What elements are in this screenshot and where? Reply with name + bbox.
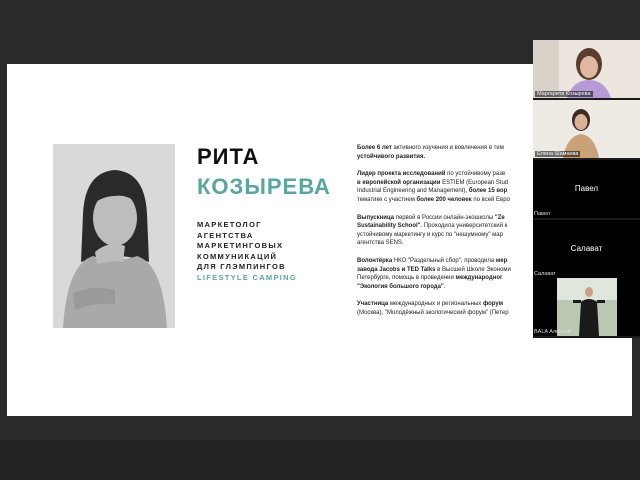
- bottom-bar: [0, 440, 640, 480]
- bio-bold: более 15 вор: [468, 188, 508, 195]
- bio-paragraph: [357, 300, 547, 317]
- bio-bold: Sustainability School": [357, 223, 421, 230]
- bio-text: агентства SENS.: [357, 240, 404, 247]
- bio-bold: Выпускница: [357, 214, 395, 221]
- speaker-first-name: РИТА: [197, 144, 260, 169]
- role-line: МАРКЕТИНГОВЫХ: [197, 241, 284, 250]
- bio-bold: мер: [495, 257, 508, 264]
- role-line: МАРКЕТОЛОГ: [197, 220, 262, 229]
- participant-tile[interactable]: [533, 40, 640, 98]
- participant-name: Павел: [534, 211, 550, 217]
- bio-bold: завода Jacobs и TED Talks: [357, 266, 436, 273]
- participant-tile[interactable]: [533, 160, 640, 218]
- bio-paragraph: [357, 144, 547, 161]
- bio-bold: форум: [482, 301, 504, 308]
- role-line: КОММУНИКАЦИЙ: [197, 251, 278, 261]
- bio-bold: Лидер проекта исследований: [357, 171, 446, 178]
- bio-paragraph: [357, 170, 547, 204]
- speaker-photo: [53, 144, 175, 328]
- speaker-bio: [357, 144, 547, 327]
- participant-tile[interactable]: [533, 220, 640, 278]
- bio-bold: международног: [455, 275, 503, 282]
- bio-paragraph: [357, 257, 547, 291]
- bio-bold: Участница: [357, 301, 389, 308]
- participant-tile[interactable]: [533, 100, 640, 158]
- participant-video: [533, 100, 640, 158]
- bio-text: тематике с участием: [357, 196, 417, 203]
- participant-name-center: Салават: [570, 244, 603, 253]
- top-bar: [0, 0, 640, 42]
- participant-name: Салават: [534, 271, 556, 277]
- bio-text: международных и региональных: [388, 301, 483, 308]
- bio-bold: Волонтёрка: [357, 257, 393, 264]
- bio-text: по всей Евро: [471, 196, 510, 203]
- participant-tile[interactable]: [533, 278, 640, 336]
- speaker-role: [197, 220, 327, 283]
- participant-name: Елена Шамаева: [537, 151, 579, 157]
- bio-text: (Москва), "Молодёжный экологический форум" (Петер: [357, 309, 509, 316]
- bio-text: ESTIEM (European Stud: [440, 179, 509, 186]
- bio-bold: более 200 человек: [416, 196, 472, 203]
- role-company: LIFESTYLE CAMPING: [197, 272, 298, 282]
- bio-bold: "Экология большого города": [357, 283, 444, 290]
- bio-text: первой в России онлайн-экошколы: [394, 214, 495, 221]
- bio-bold: Более 6 лет: [357, 145, 392, 151]
- participant-name: BALA Алексей: [534, 329, 571, 335]
- bio-bold: "Ze: [494, 214, 505, 221]
- participant-name: Маргарита Козырева: [537, 91, 591, 97]
- bio-text: .: [443, 283, 446, 290]
- bio-paragraph: [357, 214, 547, 248]
- speaker-last-name: КОЗЫРЕВА: [197, 174, 331, 199]
- role-line: ДЛЯ ГЛЭМПИНГОВ: [197, 262, 286, 271]
- bio-text: активного изучения и вовлечения в тем: [391, 145, 504, 151]
- participant-video: [533, 40, 640, 98]
- bio-text: Industrial Engineering and Management),: [357, 188, 469, 195]
- participant-video: [533, 278, 640, 336]
- bio-bold: в европейской организации: [357, 179, 441, 186]
- bio-text: Петербурге, помощь в проведении: [357, 275, 456, 282]
- bio-text: устойчивому маркетингу и курс по "нешумному" мар: [357, 231, 503, 238]
- bio-bold: устойчивого развития.: [357, 153, 426, 160]
- participant-name-center: Павел: [574, 184, 599, 193]
- bio-text: . Проходила университетский к: [420, 223, 508, 230]
- bio-text: НКО "Раздельный сбор", проводила: [392, 257, 496, 264]
- bio-text: в Высшей Школе Экономи: [435, 266, 511, 273]
- role-line: АГЕНТСТВА: [197, 230, 254, 240]
- bio-text: по устойчивому разв: [445, 171, 506, 178]
- participants-panel: [533, 40, 640, 338]
